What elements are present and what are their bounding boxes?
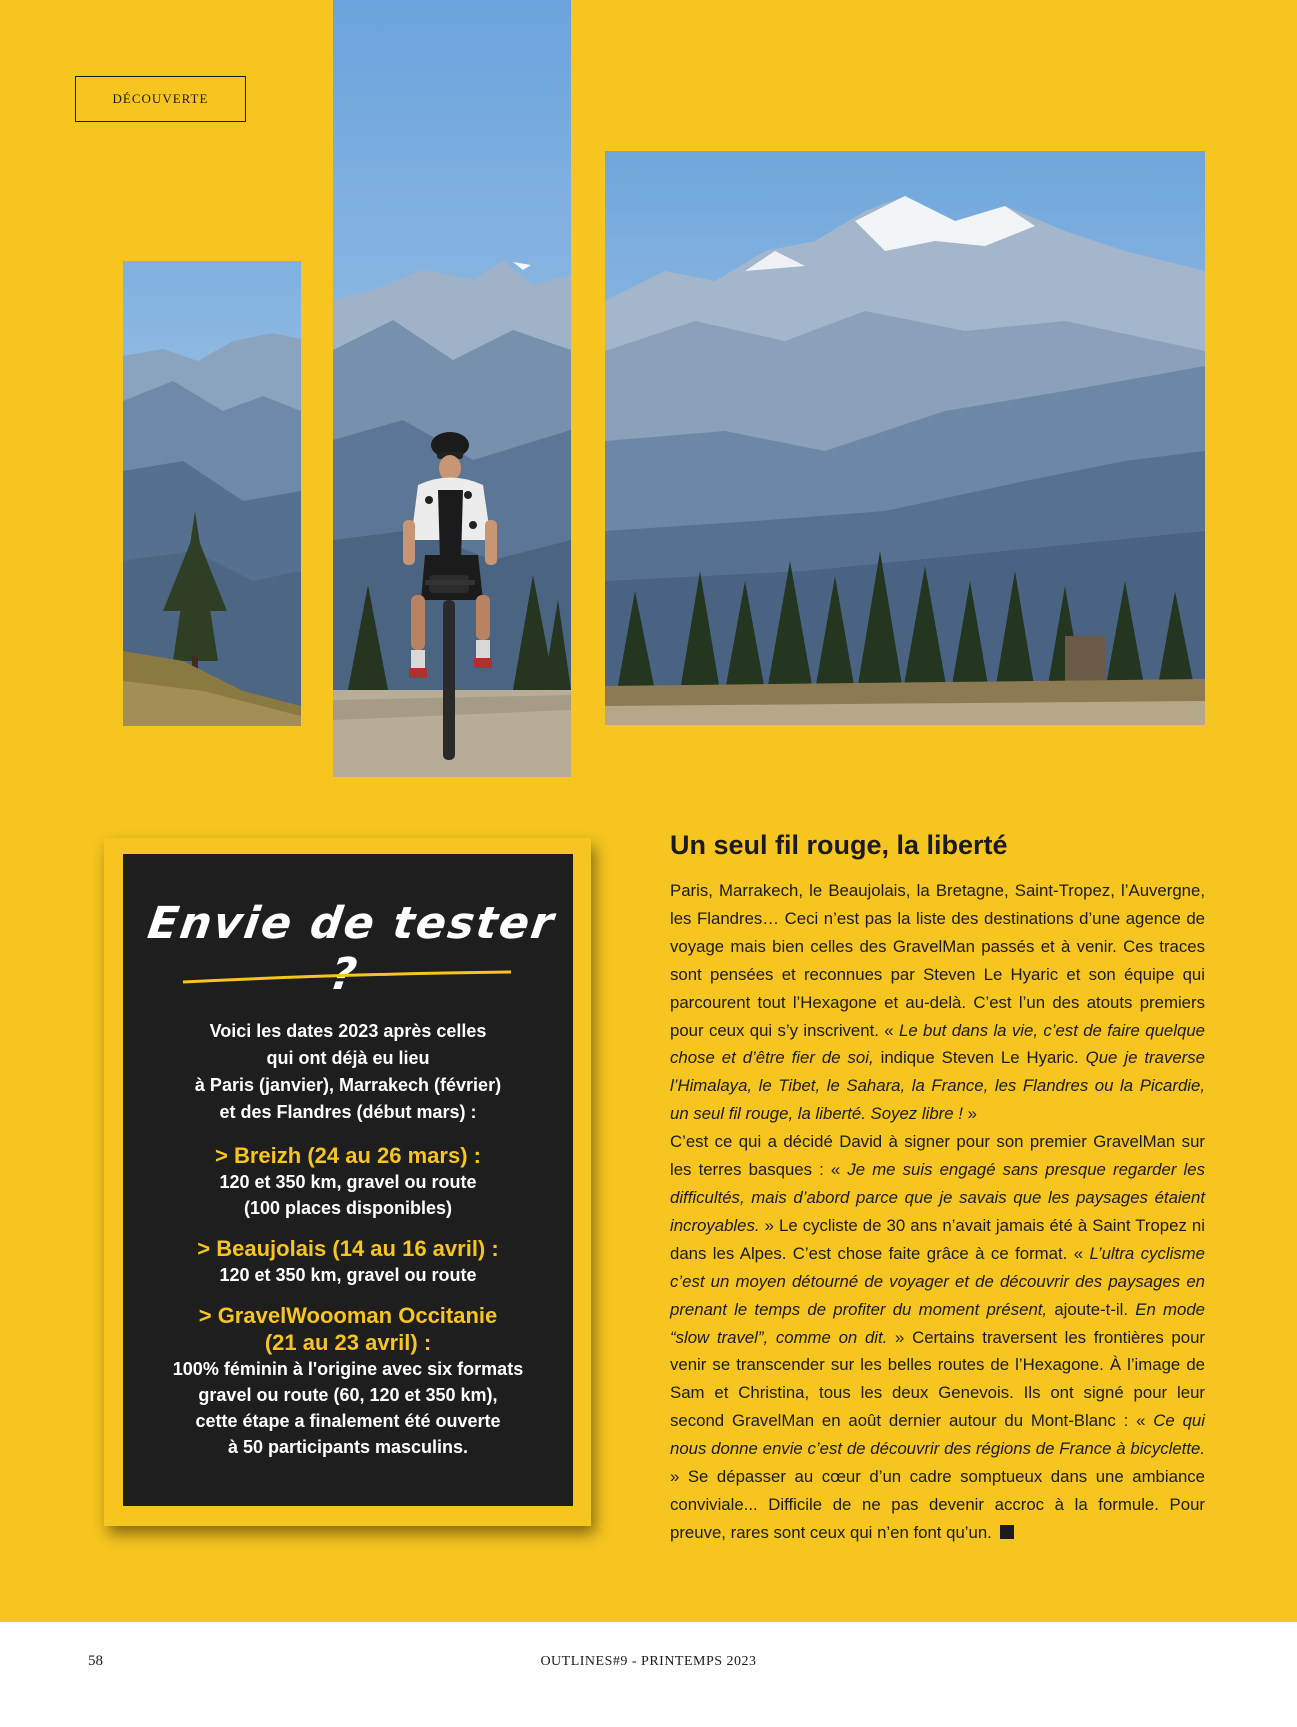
event-breizh [143,1142,553,1221]
page-number: 58 [88,1653,103,1669]
sidebar-box [123,854,573,1506]
event-title: > GravelWoooman Occitanie [198,1303,498,1328]
event-desc: (100 places disponibles) [243,1198,453,1218]
quote-run: Je me suis engagé sans presque regarder les difficultés, mais d’abord parce que je savais que les paysages étaient incroyables. [670,1160,1205,1235]
title-underline [181,970,513,986]
event-desc: 120 et 350 km, gravel ou route [219,1172,477,1192]
text-run: » Se dépasser au cœur d’un cadre somptueux dans une ambiance conviviale... Difficile de ne pas devenir accroc à la formule. Pour preuve, rares sont ceux qui n’en font qu’un. [670,1467,1205,1542]
end-of-article-square-icon [1000,1525,1014,1539]
photo-mont-blanc [605,151,1205,725]
text-run: ajoute-t-il. [1047,1299,1136,1319]
magazine-issue: OUTLINES#9 - PRINTEMPS 2023 [540,1654,757,1669]
quote-run: L’ultra cyclisme c’est un moyen détourné de voyager et de découvrir des paysages en prenant le temps de profiter du moment présent, [670,1243,1205,1319]
text-run: » [962,1104,977,1124]
intro-line: qui ont déjà eu lieu [266,1048,430,1068]
event-title: > Breizh (24 au 26 mars) : [215,1143,481,1168]
intro-line: à Paris (janvier), Marrakech (février) [194,1075,502,1095]
sidebar-title: Envie de tester ? [144,898,559,1000]
article-title: Un seul fil rouge, la liberté [670,830,1008,860]
photo-mountain-larch [123,261,301,726]
event-title: > Beaujolais (14 au 16 avril) : [197,1236,499,1261]
event-desc: à 50 participants masculins. [227,1437,469,1457]
intro-line: et des Flandres (début mars) : [219,1102,477,1122]
quote-run: Le but dans la vie, c’est de faire quelque chose et d’être fier de soi, [670,1020,1205,1068]
text-run: » Certains traversent les frontières pour venir se transcender sur les belles routes de l’Hexagone. À l’image de Sam et Christina, tous les deux Genevois. Ils ont signé pour leur second GravelMan en août dernier autour du Mont-Blanc : « [670,1327,1205,1431]
text-run: indique Steven Le Hyaric. [873,1048,1086,1068]
article-paragraph [670,877,1205,1128]
event-desc: 120 et 350 km, gravel ou route [219,1265,477,1285]
article-body [670,877,1205,1547]
event-gravelwoooman [143,1302,553,1460]
quote-run: Que je traverse l’Himalaya, le Tibet, le Sahara, la France, les Flandres ou la Picardie, un seul fil rouge, la liberté. Soyez libre ! [670,1048,1205,1124]
page-footer [0,1622,1297,1727]
section-tag: DÉCOUVERTE [75,76,246,122]
text-run: C’est ce qui a décidé David à signer pour son premier GravelMan sur les terres basques : « [670,1132,1205,1180]
photo-gravel-cyclist [333,0,571,777]
event-title: (21 au 23 avril) : [264,1330,432,1355]
event-desc: 100% féminin à l'origine avec six formats [172,1359,524,1379]
text-run: Paris, Marrakech, le Beaujolais, la Bretagne, Saint-Tropez, l’Auvergne, les Flandres… Ceci n’est pas la liste des destinations d’une agence de voyage mais bien celles des GravelMan passés et à venir. Ces traces sont pensées et reconnues par Steven Le Hyaric et son équipe qui parcourent tout l’Hexagone et au-delà. C’est l’un des atouts premiers pour ceux qui s’y inscrivent. « [670,881,1205,1040]
article-paragraph [670,1128,1205,1547]
event-desc: gravel ou route (60, 120 et 350 km), [198,1385,498,1405]
text-run: » Le cycliste de 30 ans n’avait jamais été à Saint Tropez ni dans les Alpes. C’est chose faite grâce à ce format. « [670,1215,1205,1263]
event-beaujolais [143,1235,553,1288]
intro-line: Voici les dates 2023 après celles [209,1021,487,1041]
quote-run: En mode “slow travel”, comme on dit. [670,1299,1205,1347]
event-desc: cette étape a finalement été ouverte [195,1411,501,1431]
sidebar-intro [143,1018,553,1126]
quote-run: Ce qui nous donne envie c’est de découvrir des régions de France à bicyclette. [670,1411,1205,1459]
